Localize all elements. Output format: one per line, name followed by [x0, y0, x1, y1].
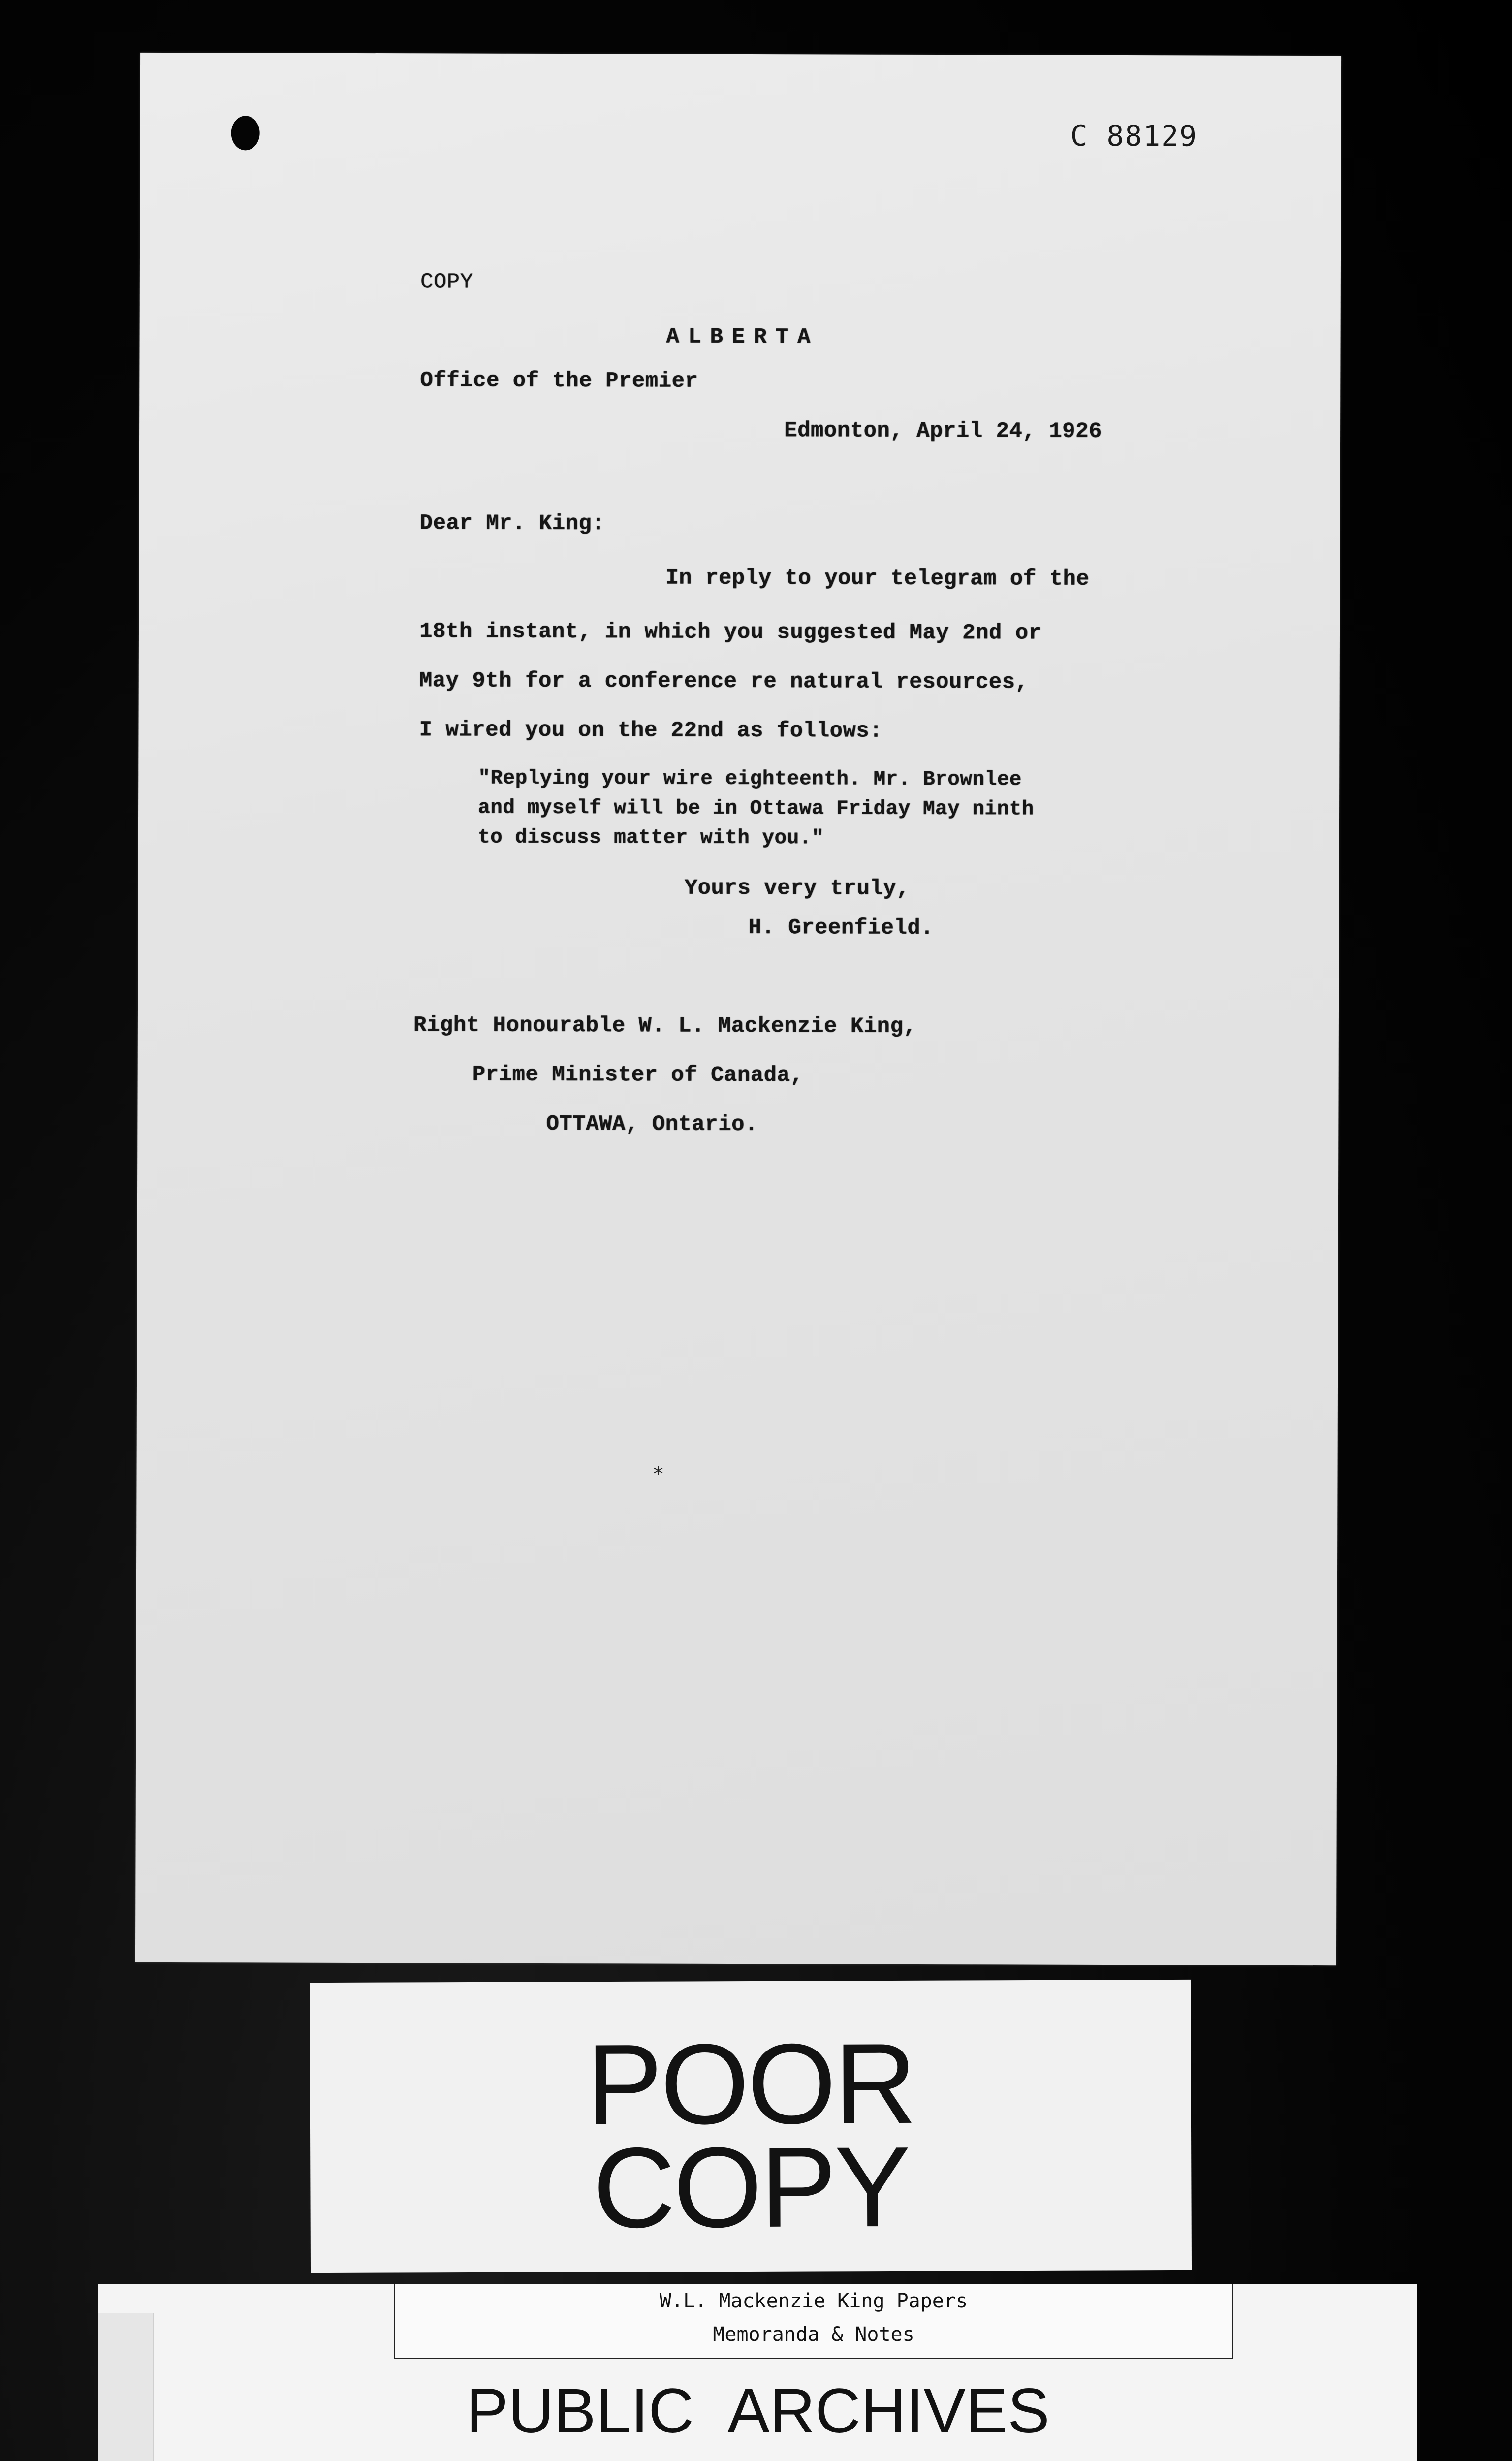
body-line: I wired you on the 22nd as follows: [419, 718, 883, 744]
poor-copy-card [310, 1980, 1192, 2273]
archives-card [98, 2284, 1418, 2461]
series-name: Memoranda & Notes [713, 2323, 914, 2346]
quoted-telegram-line: to discuss matter with you." [477, 826, 824, 850]
letterhead-office: Office of the Premier [420, 368, 698, 394]
quoted-telegram-line: "Replying your wire eighteenth. Mr. Brownlee [478, 767, 1022, 791]
collection-name: W.L. Mackenzie King Papers [659, 2290, 968, 2312]
document-number: C 88129 [1070, 119, 1198, 153]
poor-copy-line-2: COPY [593, 2123, 909, 2252]
poor-copy-line-1: POOR [586, 2019, 915, 2149]
letterhead-province: ALBERTA [666, 324, 819, 350]
letter-page [135, 53, 1341, 1965]
signer-name: H. Greenfield. [748, 915, 934, 941]
recipient-title: Prime Minister of Canada, [472, 1062, 804, 1088]
ink-speck: ⁎ [653, 1456, 663, 1480]
collection-label [394, 2284, 1233, 2359]
body-line: 18th instant, in which you suggested May 2nd or [419, 619, 1042, 646]
archives-title-en: PUBLIC ARCHIVES [466, 2376, 1050, 2446]
dateline: Edmonton, April 24, 1926 [784, 418, 1102, 444]
closing: Yours very truly, [684, 876, 910, 901]
salutation: Dear Mr. King: [419, 511, 605, 536]
body-line: In reply to your telegram of the [665, 566, 1090, 592]
recipient-name: Right Honourable W. L. Mackenzie King, [413, 1013, 917, 1039]
copy-label: COPY [420, 270, 473, 295]
punch-hole [231, 116, 260, 150]
quoted-telegram-line: and myself will be in Ottawa Friday May ninth [478, 796, 1034, 821]
recipient-city: OTTAWA, Ontario. [546, 1111, 758, 1137]
body-line: May 9th for a conference re natural resources, [419, 668, 1029, 695]
